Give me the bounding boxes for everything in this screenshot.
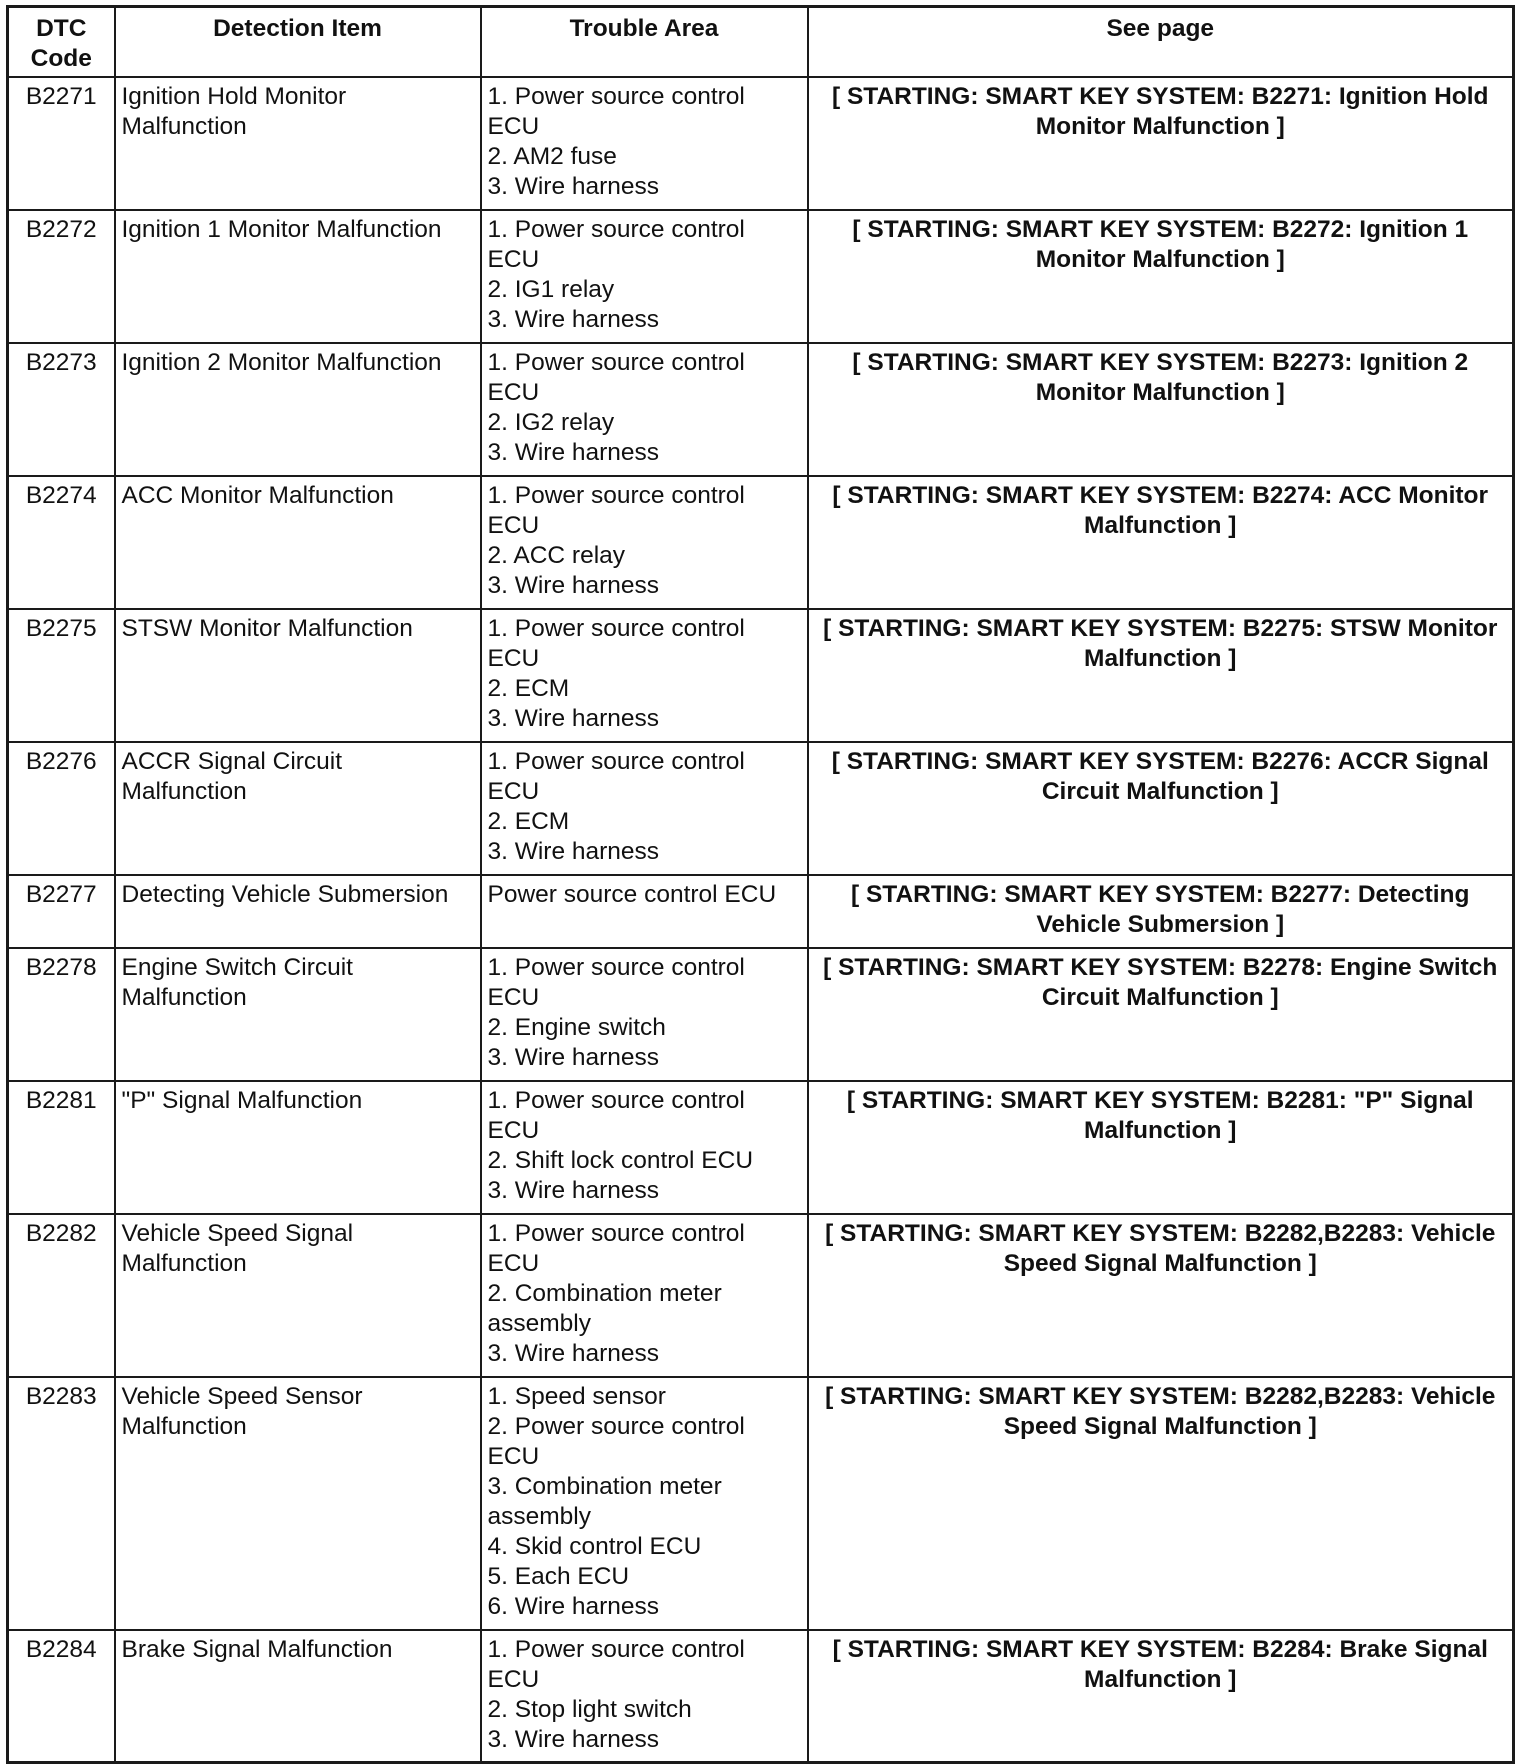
- table-row: [8, 875, 1514, 948]
- detection-item-cell: ACC Monitor Malfunction: [115, 476, 481, 609]
- dtc-code-cell: B2272: [8, 210, 115, 343]
- dtc-code-cell: B2281: [8, 1081, 115, 1214]
- detection-item-cell: Detecting Vehicle Submersion: [115, 875, 481, 948]
- trouble-area-line: 3. Wire harness: [487, 704, 660, 732]
- trouble-area-cell: [481, 609, 808, 742]
- see-page-link[interactable]: [ STARTING: SMART KEY SYSTEM: B2276: ACCR Signal Circuit Malfunction ]: [808, 742, 1514, 875]
- detection-item-cell: Ignition 2 Monitor Malfunction: [115, 343, 481, 476]
- trouble-area-line: 2. IG2 relay: [487, 408, 615, 436]
- trouble-area-line: Power source control ECU: [487, 880, 777, 908]
- trouble-area-cell: [481, 875, 808, 948]
- dtc-code-cell: B2276: [8, 742, 115, 875]
- detection-item-cell: Vehicle Speed Signal Malfunction: [115, 1214, 481, 1377]
- trouble-area-line: 1. Power source control ECU: [487, 82, 745, 140]
- header-row: [8, 7, 1514, 77]
- trouble-area-cell: [481, 210, 808, 343]
- dtc-code-cell: B2277: [8, 875, 115, 948]
- trouble-area-line: 1. Power source control ECU: [487, 215, 745, 273]
- header-trouble-area: Trouble Area: [481, 7, 808, 77]
- see-page-link[interactable]: [ STARTING: SMART KEY SYSTEM: B2275: STSW Monitor Malfunction ]: [808, 609, 1514, 742]
- trouble-area-line: 3. Wire harness: [487, 172, 660, 200]
- trouble-area-line: 2. Power source control ECU: [487, 1412, 745, 1470]
- table-row: [8, 476, 1514, 609]
- trouble-area-cell: [481, 1081, 808, 1214]
- table-row: [8, 343, 1514, 476]
- header-see-page: See page: [808, 7, 1514, 77]
- see-page-link[interactable]: [ STARTING: SMART KEY SYSTEM: B2281: "P" Signal Malfunction ]: [808, 1081, 1514, 1214]
- trouble-area-line: 2. Combination meter assembly: [487, 1279, 722, 1337]
- table-row: [8, 1081, 1514, 1214]
- dtc-code-cell: B2283: [8, 1377, 115, 1630]
- trouble-area-line: 1. Power source control ECU: [487, 348, 745, 406]
- trouble-area-cell: [481, 343, 808, 476]
- trouble-area-line: 1. Power source control ECU: [487, 1219, 745, 1277]
- table-row: [8, 609, 1514, 742]
- table-row: [8, 77, 1514, 210]
- see-page-link[interactable]: [ STARTING: SMART KEY SYSTEM: B2282,B2283: Vehicle Speed Signal Malfunction ]: [808, 1214, 1514, 1377]
- trouble-area-line: 2. AM2 fuse: [487, 142, 617, 170]
- detection-item-cell: Brake Signal Malfunction: [115, 1630, 481, 1763]
- trouble-area-line: 6. Wire harness: [487, 1592, 660, 1620]
- dtc-code-cell: B2274: [8, 476, 115, 609]
- see-page-link[interactable]: [ STARTING: SMART KEY SYSTEM: B2273: Ignition 2 Monitor Malfunction ]: [808, 343, 1514, 476]
- trouble-area-line: 3. Wire harness: [487, 1043, 660, 1071]
- trouble-area-line: 2. ECM: [487, 807, 570, 835]
- trouble-area-line: 3. Wire harness: [487, 1176, 660, 1204]
- trouble-area-line: 3. Wire harness: [487, 837, 660, 865]
- trouble-area-line: 3. Wire harness: [487, 1339, 660, 1367]
- trouble-area-line: 1. Power source control ECU: [487, 747, 745, 805]
- dtc-code-cell: B2278: [8, 948, 115, 1081]
- trouble-area-cell: [481, 476, 808, 609]
- table-row: [8, 1214, 1514, 1377]
- detection-item-cell: Engine Switch Circuit Malfunction: [115, 948, 481, 1081]
- trouble-area-line: 2. IG1 relay: [487, 275, 615, 303]
- table-row: [8, 742, 1514, 875]
- trouble-area-line: 1. Power source control ECU: [487, 1635, 745, 1693]
- header-dtc-code: DTC Code: [8, 7, 115, 77]
- detection-item-cell: Ignition Hold Monitor Malfunction: [115, 77, 481, 210]
- trouble-area-line: 2. Stop light switch: [487, 1695, 692, 1723]
- detection-item-cell: "P" Signal Malfunction: [115, 1081, 481, 1214]
- trouble-area-cell: [481, 1214, 808, 1377]
- trouble-area-line: 3. Wire harness: [487, 571, 660, 599]
- trouble-area-cell: [481, 1377, 808, 1630]
- trouble-area-line: 4. Skid control ECU: [487, 1532, 702, 1560]
- table-row: [8, 948, 1514, 1081]
- detection-item-cell: STSW Monitor Malfunction: [115, 609, 481, 742]
- dtc-code-cell: B2271: [8, 77, 115, 210]
- trouble-area-line: 3. Combination meter assembly: [487, 1472, 722, 1530]
- table-body: [8, 77, 1514, 1763]
- detection-item-cell: Ignition 1 Monitor Malfunction: [115, 210, 481, 343]
- trouble-area-line: 3. Wire harness: [487, 438, 660, 466]
- trouble-area-cell: [481, 742, 808, 875]
- dtc-code-cell: B2284: [8, 1630, 115, 1763]
- see-page-link[interactable]: [ STARTING: SMART KEY SYSTEM: B2278: Engine Switch Circuit Malfunction ]: [808, 948, 1514, 1081]
- dtc-code-cell: B2275: [8, 609, 115, 742]
- trouble-area-line: 3. Wire harness: [487, 305, 660, 333]
- header-detection-item: Detection Item: [115, 7, 481, 77]
- see-page-link[interactable]: [ STARTING: SMART KEY SYSTEM: B2271: Ignition Hold Monitor Malfunction ]: [808, 77, 1514, 210]
- trouble-area-line: 1. Power source control ECU: [487, 1086, 745, 1144]
- trouble-area-line: 5. Each ECU: [487, 1562, 630, 1590]
- trouble-area-line: 2. Shift lock control ECU: [487, 1146, 754, 1174]
- dtc-table: [6, 5, 1515, 1764]
- dtc-code-cell: B2273: [8, 343, 115, 476]
- table-row: [8, 210, 1514, 343]
- see-page-link[interactable]: [ STARTING: SMART KEY SYSTEM: B2274: ACC Monitor Malfunction ]: [808, 476, 1514, 609]
- trouble-area-cell: [481, 77, 808, 210]
- table-row: [8, 1630, 1514, 1763]
- trouble-area-line: 3. Wire harness: [487, 1725, 660, 1753]
- trouble-area-cell: [481, 1630, 808, 1763]
- detection-item-cell: Vehicle Speed Sensor Malfunction: [115, 1377, 481, 1630]
- see-page-link[interactable]: [ STARTING: SMART KEY SYSTEM: B2277: Detecting Vehicle Submersion ]: [808, 875, 1514, 948]
- trouble-area-line: 1. Power source control ECU: [487, 614, 745, 672]
- see-page-link[interactable]: [ STARTING: SMART KEY SYSTEM: B2272: Ignition 1 Monitor Malfunction ]: [808, 210, 1514, 343]
- trouble-area-line: 1. Power source control ECU: [487, 481, 745, 539]
- trouble-area-line: 2. ECM: [487, 674, 570, 702]
- see-page-link[interactable]: [ STARTING: SMART KEY SYSTEM: B2282,B2283: Vehicle Speed Signal Malfunction ]: [808, 1377, 1514, 1630]
- trouble-area-line: 2. Engine switch: [487, 1013, 666, 1041]
- trouble-area-line: 2. ACC relay: [487, 541, 626, 569]
- table-row: [8, 1377, 1514, 1630]
- trouble-area-line: 1. Speed sensor: [487, 1382, 666, 1410]
- trouble-area-cell: [481, 948, 808, 1081]
- detection-item-cell: ACCR Signal Circuit Malfunction: [115, 742, 481, 875]
- trouble-area-line: 1. Power source control ECU: [487, 953, 745, 1011]
- dtc-code-cell: B2282: [8, 1214, 115, 1377]
- see-page-link[interactable]: [ STARTING: SMART KEY SYSTEM: B2284: Brake Signal Malfunction ]: [808, 1630, 1514, 1763]
